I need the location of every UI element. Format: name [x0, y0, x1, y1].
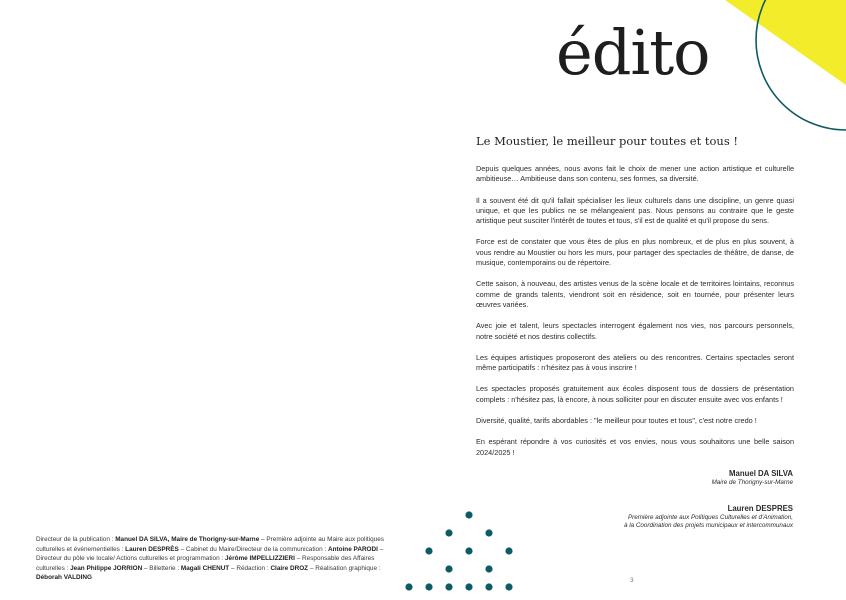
signature-mayor: [712, 469, 793, 487]
edito-paragraph: Les équipes artistiques proposeront des ateliers ou des rencontres. Certains spectacles seront même participatifs : n'hésitez pas à vous inscrire !: [476, 352, 794, 373]
signature-role: Maire de Thorigny-sur-Marne: [711, 479, 793, 486]
page-subtitle: Le Moustier, le meilleur pour toutes et tous !: [476, 134, 738, 148]
credit-name: Claire DROZ: [270, 564, 309, 572]
edito-paragraph: En espérant répondre à vos curiosités et vos envies, nous vous souhaitons une belle saison 2024/2025 !: [476, 437, 794, 457]
edito-body: [476, 164, 794, 469]
page-number: 3: [630, 577, 634, 584]
edito-paragraph: Avec joie et talent, leurs spectacles interrogent également nos vies, nos parcours personnels, notre société et nos destins collectifs.: [476, 321, 794, 341]
signature-role: à la Coordination des projets municipaux et intercommunaux: [623, 522, 793, 530]
credit-name: Jérôme IMPELLIZZIERI: [224, 555, 295, 563]
credit-role: – Responsable des Affaires culturelles :: [36, 555, 375, 572]
decorative-dot: [445, 529, 452, 536]
credit-name: Manuel DA SILVA, Maire de Thorigny-sur-Marne: [115, 536, 260, 543]
edito-paragraph: Depuis quelques années, nous avons fait le choix de mener une action artistique et culturelle ambitieuse… Ambitieuse dans son contenu, ses formes, sa diversité.: [476, 164, 794, 184]
publication-credits: [36, 535, 394, 583]
decorative-dot: [485, 529, 492, 536]
credit-role: – Rédaction :: [229, 564, 271, 572]
dot-pattern: [405, 511, 512, 590]
signature-name: Lauren DESPRES: [727, 504, 793, 513]
credit-role: Directeur de la publication :: [36, 536, 116, 543]
decorative-dot: [425, 547, 432, 554]
credit-name: Antoine PARODI: [327, 545, 378, 553]
credit-name: Magali CHENUT: [180, 564, 230, 572]
credit-name: Jean Philippe JORRION: [70, 564, 143, 572]
credit-role: – Billetterie :: [142, 564, 181, 572]
signature-name: Manuel DA SILVA: [729, 469, 793, 478]
edito-paragraph: Il a souvent été dit qu'il fallait spécialiser les lieux culturels dans une discipline, un genre quasi unique, et que les publics ne se mélangeaient pas. Nous pensons au contraire que le geste artistique peut susciter l'intérêt de toutes et tous, s'il est de qualité et qu'il propose du sens.: [476, 195, 794, 226]
decorative-dot: [425, 583, 432, 590]
decorative-dot: [485, 583, 492, 590]
decorative-dot: [505, 583, 512, 590]
edito-paragraph: Force est de constater que vous êtes de plus en plus nombreux, et de plus en plus souvent, à vous rendre au Moustier ou hors les murs, pour partager des spectacles de théâtre, de danse, de musique, contemporains ou de répertoire.: [476, 237, 794, 268]
credit-role: – Réalisation graphique :: [308, 564, 381, 572]
decorative-dot: [405, 583, 412, 590]
credit-role: – Directeur du pôle vie locale/ Actions culturelles et programmation :: [36, 545, 384, 563]
page-title: édito: [556, 16, 710, 89]
edito-paragraph: Diversité, qualité, tarifs abordables : "le meilleur pour toutes et tous", c'est notre credo !: [476, 416, 757, 426]
decorative-dot: [465, 547, 472, 554]
decorative-dot: [445, 583, 452, 590]
yellow-triangle: [725, 0, 846, 85]
decorative-dot: [485, 565, 492, 572]
signature-deputy: [624, 504, 793, 531]
decorative-dot: [465, 511, 472, 518]
edito-paragraph: Cette saison, à nouveau, des artistes venus de la scène locale et de territoires lointains, reconnus comme de grands talents, viendront soit en résidence, soit en tournée, pour présenter leurs œuvres variées.: [476, 279, 794, 309]
credit-name: Lauren DESPRÈS: [125, 545, 179, 553]
decorative-dot: [465, 583, 472, 590]
edito-paragraph: Les spectacles proposés gratuitement aux écoles disposent tous de dossiers de présentation complets : n'hésitez pas, là encore, à nous solliciter pour en discuter ensuite avec vos enfants !: [476, 384, 794, 404]
decorative-dot: [445, 565, 452, 572]
decorative-dot: [505, 547, 512, 554]
credit-role: – Première adjointe au Maire aux politiques culturelles et événementielles :: [36, 536, 384, 553]
credit-role: – Cabinet du Maire/Directeur de la communication :: [178, 545, 328, 553]
credit-name: Déborah VALDING: [36, 574, 92, 582]
signature-role: Première adjointe aux Politiques Culturelles et d'Animation,: [627, 514, 793, 521]
